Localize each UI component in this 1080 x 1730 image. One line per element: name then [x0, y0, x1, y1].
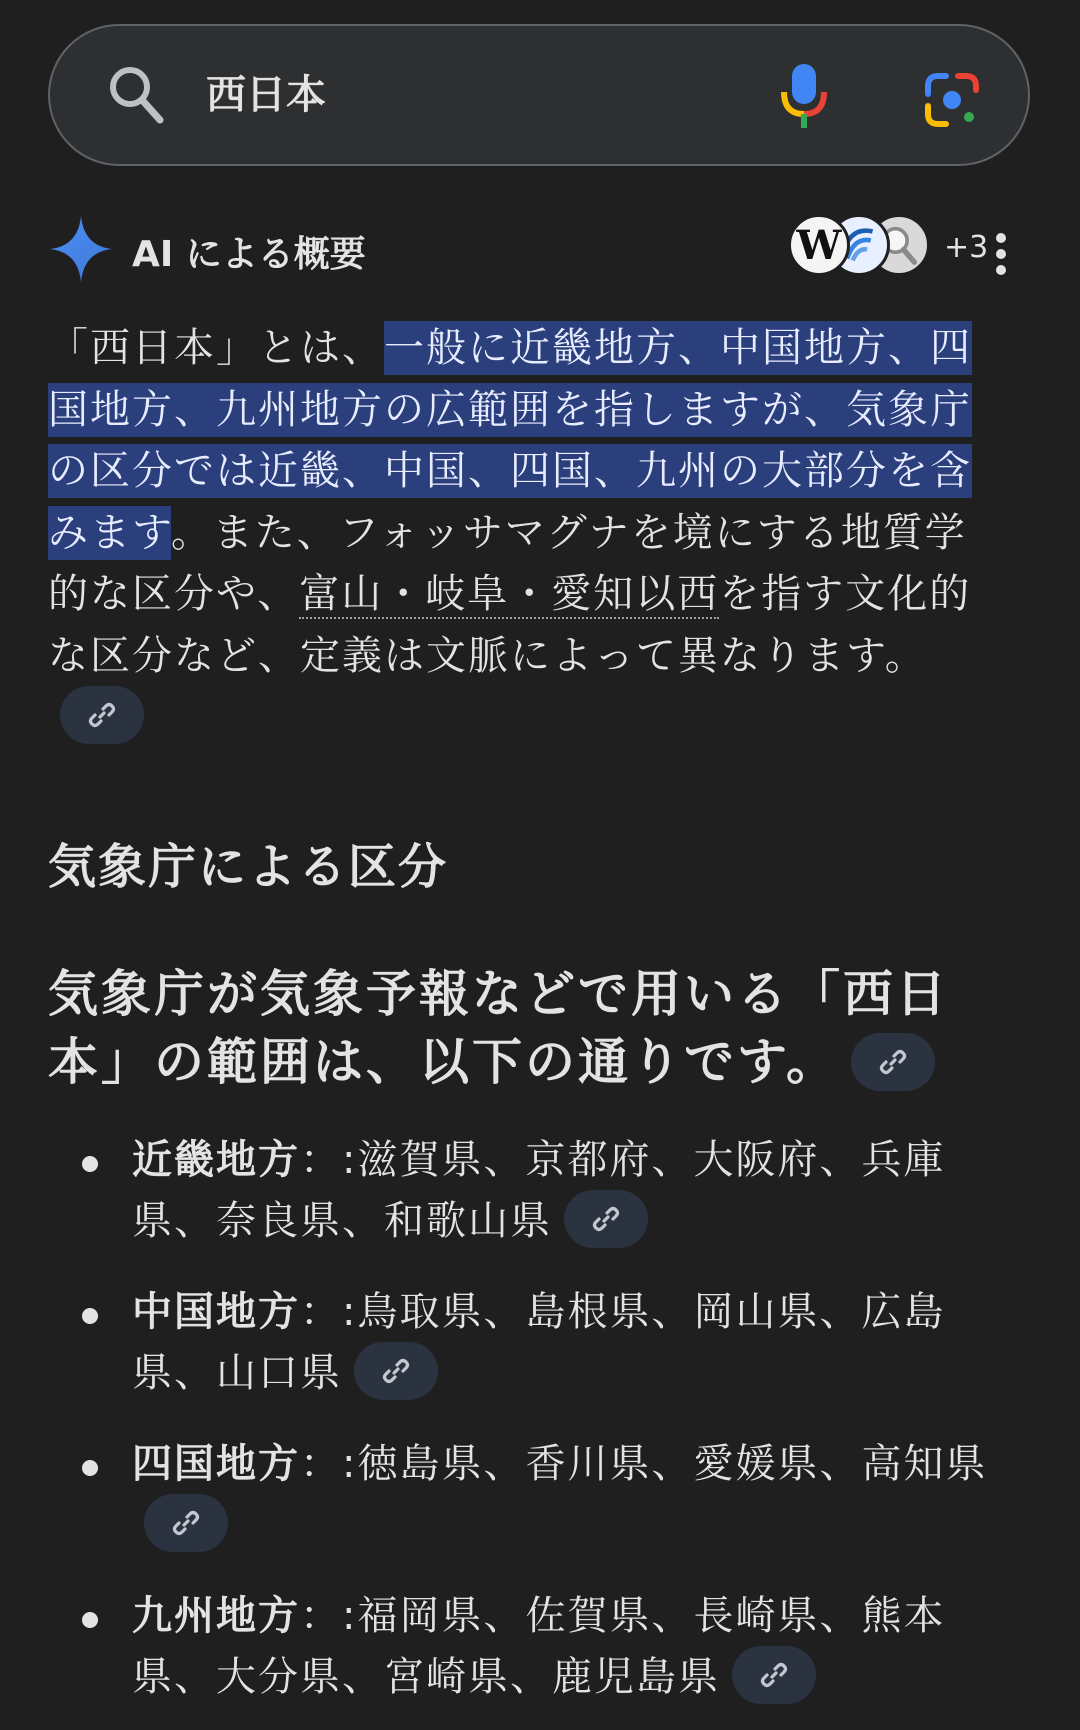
- bullet: [82, 1460, 98, 1476]
- gemini-sparkle-icon: [48, 214, 114, 284]
- citation-link-button[interactable]: [354, 1342, 438, 1400]
- region-text: [132, 1282, 992, 1404]
- citation-link-button[interactable]: [564, 1190, 648, 1248]
- citation-link-button[interactable]: [732, 1646, 816, 1704]
- citation-link-button[interactable]: [851, 1033, 935, 1091]
- region-name: 四国地方: [132, 1441, 300, 1487]
- search-input[interactable]: [206, 68, 706, 114]
- link-icon: [877, 1046, 909, 1078]
- bullet: [82, 1612, 98, 1628]
- citation-link-button[interactable]: [144, 1494, 228, 1552]
- region-text: [132, 1586, 992, 1708]
- section-subtitle: [48, 960, 1008, 1096]
- link-icon: [590, 1203, 622, 1235]
- intro-middle: 。また、フォッサマグナを境にする地質学的な区分や、: [48, 509, 967, 617]
- more-options-icon[interactable]: [993, 232, 1009, 276]
- region-name: 近畿地方: [132, 1137, 300, 1183]
- highlighted-text: 一般に近畿地方、中国地方、四国地方、九州地方の広範囲を指しますが、気象庁の区分では近畿、中国、四国、九州の大部分を含みます: [48, 321, 972, 560]
- bullet: [82, 1308, 98, 1324]
- region-text: [132, 1434, 992, 1556]
- intro-lead: 「西日本」とは、: [48, 325, 384, 371]
- link-icon: [758, 1659, 790, 1691]
- region-prefectures: ：:福岡県、佐賀県、長崎県、熊本県、大分県、宮崎県、鹿児島県: [132, 1593, 946, 1700]
- region-name: 中国地方: [132, 1289, 300, 1335]
- region-text: [132, 1130, 992, 1252]
- region-name: 九州地方: [132, 1593, 300, 1639]
- search-icon[interactable]: [106, 62, 166, 128]
- microphone-icon[interactable]: [778, 62, 830, 132]
- region-prefectures: ：:滋賀県、京都府、大阪府、兵庫県、奈良県、和歌山県: [132, 1137, 946, 1244]
- region-prefectures: ：:徳島県、香川県、愛媛県、高知県: [300, 1441, 988, 1487]
- google-lens-icon[interactable]: [922, 70, 982, 130]
- source-avatars[interactable]: [738, 214, 989, 282]
- intro-tail: を指す文化的な区分など、定義は文脈によって異なります。: [48, 571, 972, 679]
- more-sources-count[interactable]: +3: [944, 230, 989, 265]
- link-icon: [380, 1355, 412, 1387]
- section-title: 気象庁による区分: [48, 839, 449, 895]
- search-bar[interactable]: [48, 24, 1030, 166]
- overview-paragraph: [48, 318, 1008, 749]
- citation-link-button[interactable]: [60, 686, 144, 744]
- link-icon: [170, 1507, 202, 1539]
- ai-overview-title: AI による概要: [132, 234, 366, 275]
- ai-overview-header: [48, 214, 1038, 284]
- regions-west-link[interactable]: 富山・岐阜・愛知以西: [299, 571, 720, 617]
- bullet: [82, 1156, 98, 1172]
- section-subtitle-text: 気象庁が気象予報などで用いる「西日本」の範囲は、以下の通りです。: [48, 965, 949, 1091]
- region-prefectures: ：:鳥取県、島根県、岡山県、広島県、山口県: [132, 1289, 946, 1396]
- link-icon: [86, 699, 118, 731]
- source-avatar-wikipedia[interactable]: W: [788, 214, 850, 276]
